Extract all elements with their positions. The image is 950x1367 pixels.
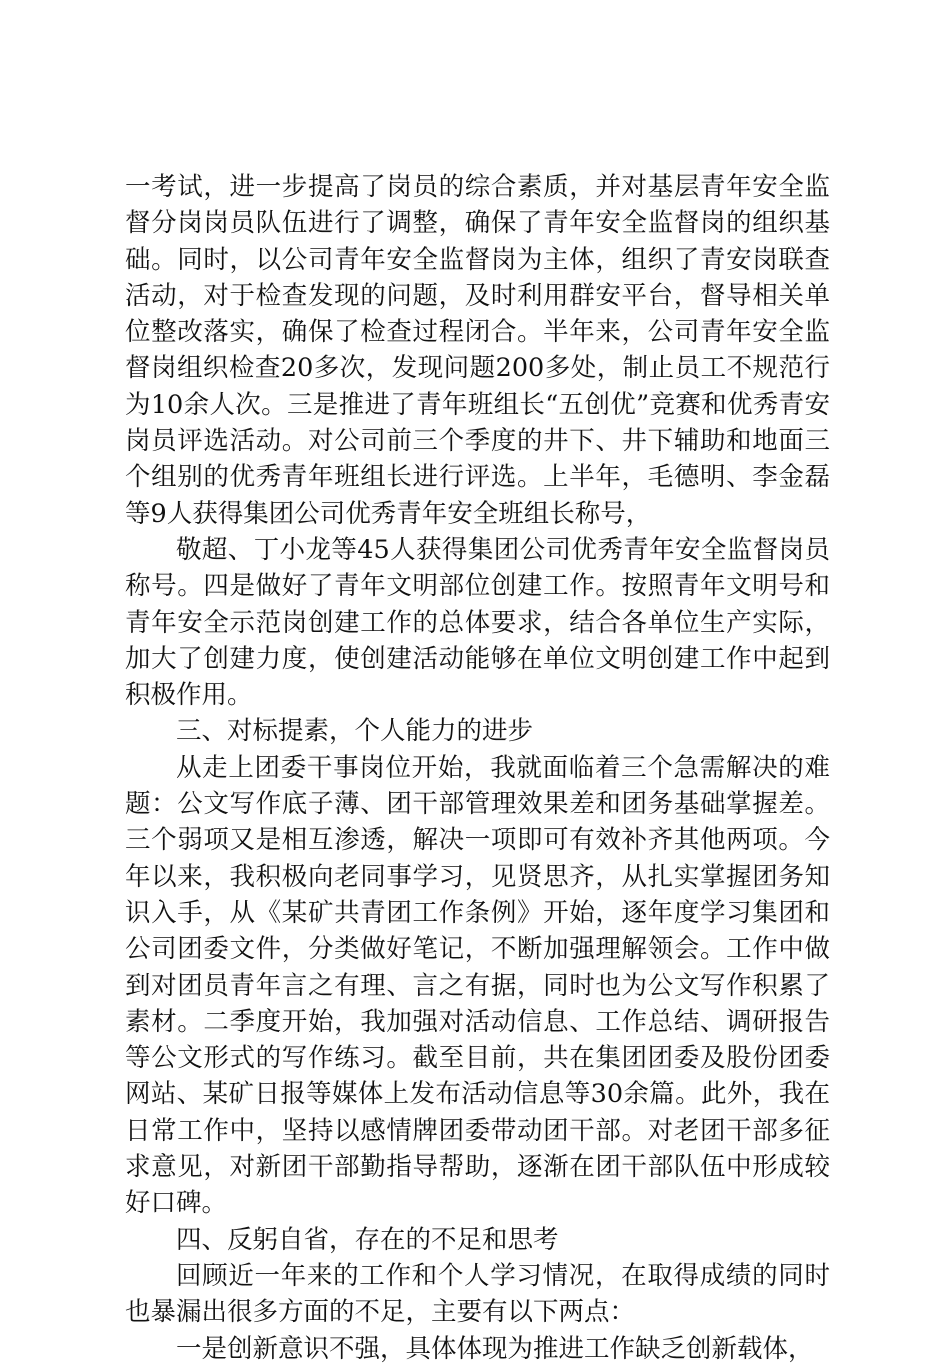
paragraph-4: 从走上团委干事岗位开始，我就面临着三个急需解决的难题：公文写作底子薄、团干部管理效果差和团务基础掌握差。三个弱项又是相互渗透，解决一项即可有效补齐其他两项。今年以来，我积极向老同事学习，见贤思齐，从扎实掌握团务知识入手，从《某矿共青团工作条例》开始，逐年度学习集团和公司团委文件，分类做好笔记，不断加强理解领会。工作中做到对团员青年言之有理、言之有据，同时也为公文写作积累了素材。二季度开始，我加强对活动信息、工作总结、调研报告等公文形式的写作练习。截至目前，共在集团团委及股份团委网站、某矿日报等媒体上发布活动信息等30余篇。此外，我在日常工作中，坚持以感情牌团委带动团干部。对老团干部多征求意见，对新团干部勤指导帮助，逐渐在团干部队伍中形成较好口碑。 <box>125 752 830 1219</box>
paragraph-6: 回顾近一年来的工作和个人学习情况，在取得成绩的同时也暴漏出很多方面的不足，主要有以下两点： <box>125 1260 830 1328</box>
paragraph-1: 一考试，进一步提高了岗员的综合素质，并对基层青年安全监督分岗岗员队伍进行了调整，确保了青年安全监督岗的组织基础。同时，以公司青年安全监督岗为主体，组织了青安岗联查活动，对于检查发现的问题，及时利用群安平台，督导相关单位整改落实，确保了检查过程闭合。半年来，公司青年安全监督岗组织检查20多次，发现问题200多处，制止员工不规范行为10余人次。三是推进了青年班组长“五创优”竞赛和优秀青安岗员评选活动。对公司前三个季度的井下、井下辅助和地面三个组别的优秀青年班组长进行评选。上半年，毛德明、李金磊等9人获得集团公司优秀青年安全班组长称号， <box>125 172 830 529</box>
paragraph-2: 敬超、丁小龙等45人获得集团公司优秀青年安全监督岗员称号。四是做好了青年文明部位创建工作。按照青年文明号和青年安全示范岗创建工作的总体要求，结合各单位生产实际，加大了创建力度，使创建活动能够在单位文明创建工作中起到积极作用。 <box>125 534 830 711</box>
section-heading-3: 三、对标提素，个人能力的进步 <box>176 716 534 747</box>
section-heading-4: 四、反躬自省，存在的不足和思考 <box>176 1224 559 1255</box>
document-body <box>125 169 830 1367</box>
paragraph-7: 一是创新意识不强，具体体现为推进工作缺乏创新载体， <box>176 1333 814 1364</box>
